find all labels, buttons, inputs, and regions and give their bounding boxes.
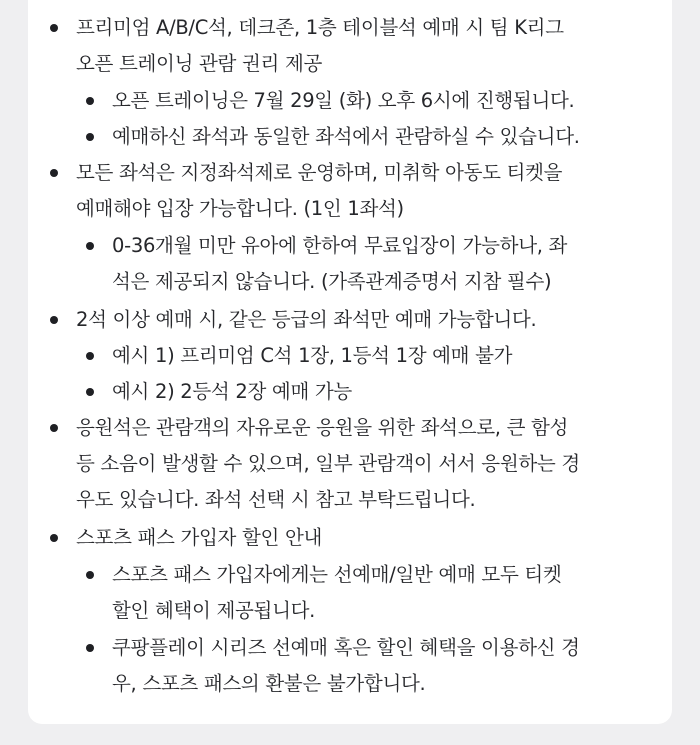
list-item-line: 스포츠 패스 가입자에게는 선예매/일반 예매 모두 티켓 bbox=[112, 563, 562, 586]
bullet-icon bbox=[86, 242, 94, 250]
list-item-line: 0-36개월 미만 유아에 한하여 무료입장이 가능하나, 좌 bbox=[112, 234, 568, 257]
list-item bbox=[112, 228, 567, 300]
list-item-line: 예시 1) 프리미엄 C석 1장, 1등석 1장 예매 불가 bbox=[112, 344, 513, 367]
list-item-line: 쿠팡플레이 시리즈 선예매 혹은 할인 혜택을 이용하신 경 bbox=[112, 636, 580, 659]
bullet-icon bbox=[86, 352, 94, 360]
list-item bbox=[76, 410, 580, 518]
list-item-line: 2석 이상 예매 시, 같은 등급의 좌석만 예매 가능합니다. bbox=[76, 308, 537, 331]
list-item-line: 프리미엄 A/B/C석, 데크존, 1층 테이블석 예매 시 팀 K리그 bbox=[76, 16, 564, 39]
list-item bbox=[112, 630, 580, 702]
list-item-line: 예매하신 좌석과 동일한 좌석에서 관람하실 수 있습니다. bbox=[112, 125, 580, 148]
bullet-icon bbox=[50, 24, 58, 32]
bullet-icon bbox=[50, 169, 58, 177]
list-item-line: 우도 있습니다. 좌석 선택 시 참고 부탁드립니다. bbox=[76, 488, 476, 511]
bullet-icon bbox=[50, 424, 58, 432]
list-item-line: 석은 제공되지 않습니다. (가족관계증명서 지참 필수) bbox=[112, 270, 552, 293]
list-item-line: 오픈 트레이닝은 7월 29일 (화) 오후 6시에 진행됩니다. bbox=[112, 89, 575, 112]
bullet-icon bbox=[86, 388, 94, 396]
list-item-line: 등 소음이 발생할 수 있으며, 일부 관람객이 서서 응원하는 경 bbox=[76, 452, 580, 475]
list-item bbox=[76, 10, 564, 82]
bullet-icon bbox=[86, 571, 94, 579]
list-item bbox=[112, 119, 580, 155]
bullet-icon bbox=[86, 97, 94, 105]
list-item bbox=[76, 520, 322, 556]
list-item-line: 모든 좌석은 지정좌석제로 운영하며, 미취학 아동도 티켓을 bbox=[76, 161, 563, 184]
list-item-line: 예시 2) 2등석 2장 예매 가능 bbox=[112, 380, 352, 403]
list-item-line: 스포츠 패스 가입자 할인 안내 bbox=[76, 526, 323, 549]
bullet-icon bbox=[50, 534, 58, 542]
list-item-line: 우, 스포츠 패스의 환불은 불가합니다. bbox=[112, 672, 426, 695]
bullet-icon bbox=[86, 133, 94, 141]
list-item bbox=[76, 155, 562, 227]
list-item-line: 오픈 트레이닝 관람 권리 제공 bbox=[76, 52, 323, 75]
bullet-icon bbox=[50, 316, 58, 324]
list-item bbox=[112, 338, 512, 374]
list-item-line: 할인 혜택이 제공됩니다. bbox=[112, 599, 316, 622]
list-item bbox=[112, 374, 352, 410]
list-item bbox=[112, 557, 561, 629]
list-item bbox=[76, 302, 536, 338]
list-item-line: 예매해야 입장 가능합니다. (1인 1좌석) bbox=[76, 197, 404, 220]
list-item-line: 응원석은 관람객의 자유로운 응원을 위한 좌석으로, 큰 함성 bbox=[76, 416, 569, 439]
bullet-icon bbox=[86, 644, 94, 652]
list-item bbox=[112, 83, 574, 119]
